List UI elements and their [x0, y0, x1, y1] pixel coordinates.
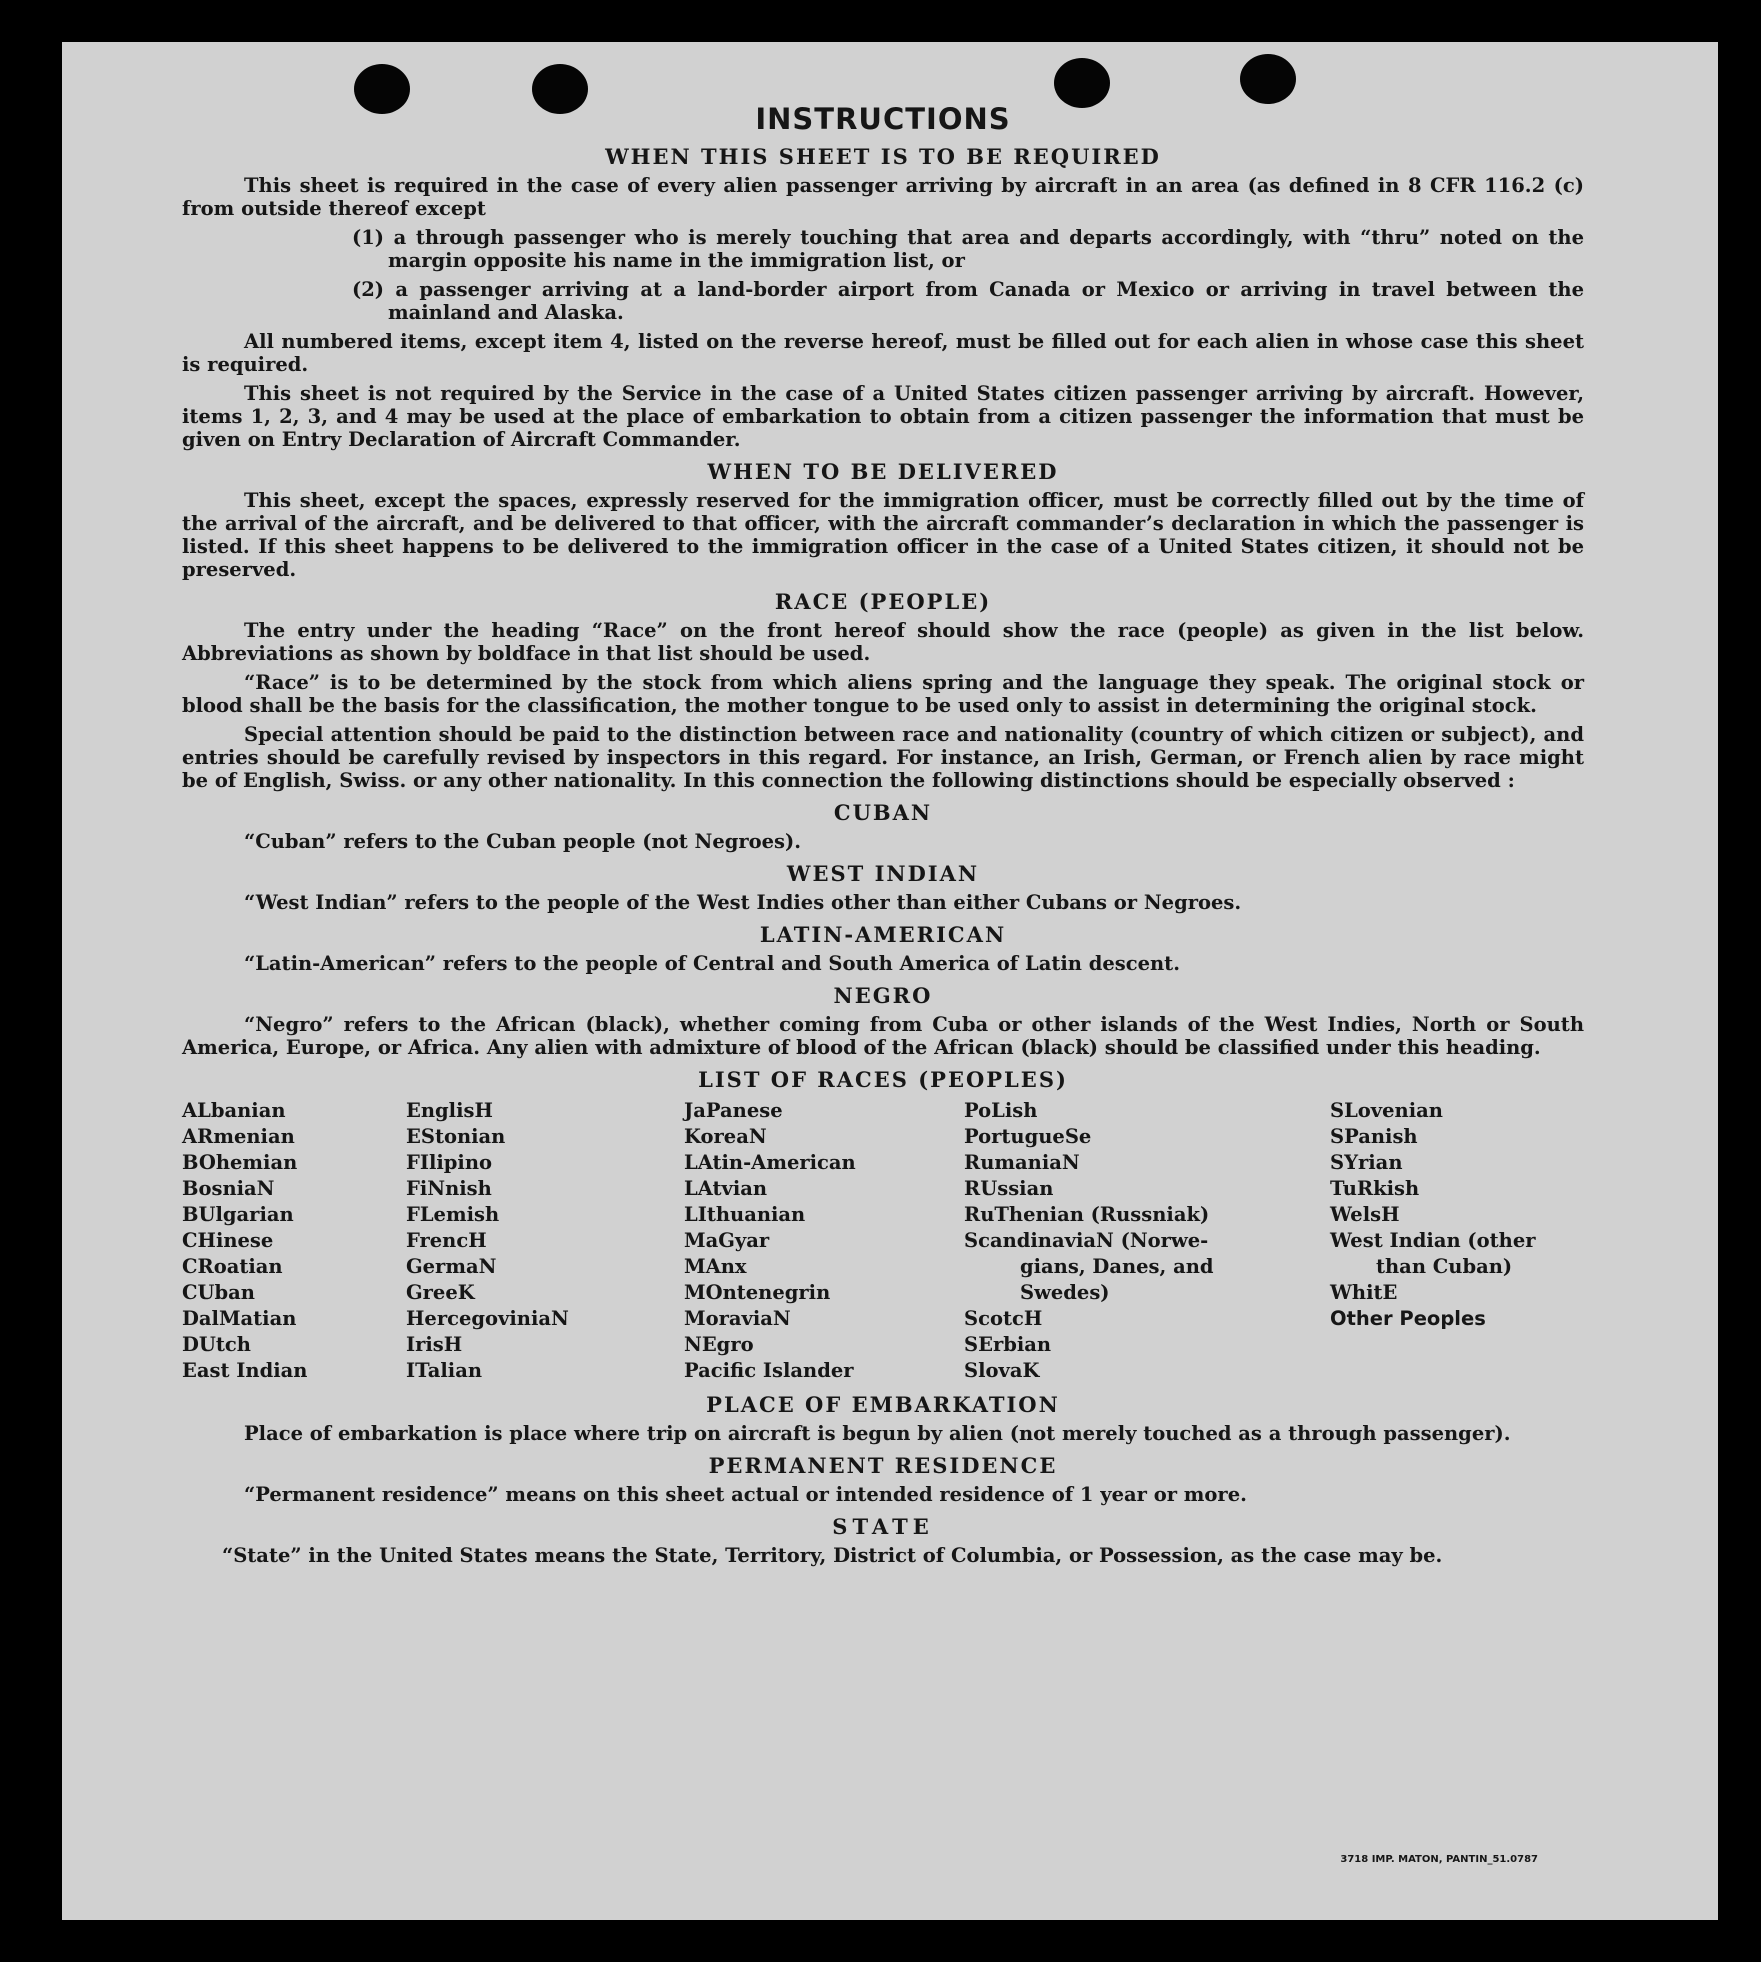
document-body — [182, 102, 1584, 1571]
race-entry: FiNnish — [406, 1177, 492, 1200]
document-sheet — [62, 42, 1718, 1920]
race-entry: Other Peoples — [1330, 1307, 1486, 1330]
race-entry: SYrian — [1330, 1151, 1403, 1174]
page-title: INSTRUCTIONS — [755, 102, 1011, 136]
race-entry: GreeK — [406, 1281, 475, 1304]
paragraph: “Negro” refers to the African (black), whether coming from Cuba or other islands of the West Indies, North or South America, Europe, or Africa. Any alien with admixture of blood of the African (black) should be classified under this heading. — [182, 1013, 1584, 1059]
paragraph: Special attention should be paid to the distinction between race and nationality (country of which citizen or subject), and entries should be carefully revised by inspectors in this regard. For instance, an Irish, German, or French alien by race might be of English, Swiss. or any other nationality. In this connection the following distinctions should be especially observed : — [182, 723, 1584, 792]
race-entry: FrencH — [406, 1229, 487, 1252]
paragraph: This sheet, except the spaces, expressly reserved for the immigration officer, must be correctly filled out by the time of the arrival of the aircraft, and be delivered to that officer, with the aircraft commander’s declaration in which the passenger is listed. If this sheet happens to be delivered to the immigration officer in the case of a United States citizen, it should not be preserved. — [182, 489, 1584, 581]
race-entry: JaPanese — [684, 1099, 783, 1122]
race-entry: WhitE — [1330, 1281, 1398, 1304]
races-column-5 — [1330, 1098, 1580, 1384]
race-entry: ALbanian — [182, 1099, 286, 1122]
section-heading-race: RACE (PEOPLE) — [774, 589, 992, 614]
race-entry: SPanish — [1330, 1125, 1418, 1148]
definition-text: “West Indian” refers to the people of the West Indies other than either Cubans or Negroes. — [244, 891, 1242, 914]
definition-text: “Latin-American” refers to the people of Central and South America of Latin descent. — [244, 952, 1180, 975]
race-entry: DUtch — [182, 1333, 251, 1356]
race-entry: EnglisH — [406, 1099, 493, 1122]
race-entry: MAnx — [684, 1255, 747, 1278]
paragraph: This sheet is required in the case of every alien passenger arriving by aircraft in an area (as defined in 8 CFR 116.2 (c) from outside thereof except — [182, 174, 1584, 220]
race-entry: CUban — [182, 1281, 255, 1304]
exception-item: (2) a passenger arriving at a land-border airport from Canada or Mexico or arriving in travel between the mainland and Alaska. — [352, 278, 1584, 324]
paragraph: Place of embarkation is place where trip on aircraft is begun by alien (not merely touched as a through passenger). — [244, 1422, 1511, 1445]
race-entry: IrisH — [406, 1333, 463, 1356]
race-entry: KoreaN — [684, 1125, 767, 1148]
race-entry: PoLish — [964, 1099, 1038, 1122]
race-entry: FIlipino — [406, 1151, 493, 1174]
section-heading-delivered: WHEN TO BE DELIVERED — [707, 459, 1059, 484]
section-heading-list-of-races: LIST OF RACES (PEOPLES) — [698, 1067, 1068, 1092]
section-heading-permanent-residence: PERMANENT RESIDENCE — [708, 1453, 1058, 1478]
race-entry: CHinese — [182, 1229, 274, 1252]
race-entry: FLemish — [406, 1203, 500, 1226]
race-entry: RuThenian (Russniak) — [964, 1203, 1210, 1226]
race-entry: ITalian — [406, 1359, 483, 1382]
race-entry: NEgro — [684, 1333, 754, 1356]
section-heading-cuban: CUBAN — [833, 800, 933, 825]
printer-code: 3718 IMP. MATON, PANTIN_51.0787 — [1340, 1854, 1538, 1865]
race-entry: PortugueSe — [964, 1125, 1092, 1148]
races-column-2 — [406, 1098, 684, 1384]
section-heading-state: STATE — [832, 1514, 934, 1539]
race-entry: DalMatian — [182, 1307, 297, 1330]
race-entry: ARmenian — [182, 1125, 295, 1148]
race-entry: BosniaN — [182, 1177, 275, 1200]
race-entry: MaGyar — [684, 1229, 770, 1252]
section-heading-required: WHEN THIS SHEET IS TO BE REQUIRED — [605, 144, 1161, 169]
race-entry: CRoatian — [182, 1255, 283, 1278]
race-entry: RumaniaN — [964, 1151, 1080, 1174]
race-entry: BOhemian — [182, 1151, 298, 1174]
race-entry: Pacific Islander — [684, 1359, 854, 1382]
race-entry: EStonian — [406, 1125, 506, 1148]
race-entry: BUlgarian — [182, 1203, 294, 1226]
races-column-4 — [964, 1098, 1330, 1384]
race-entry-continued: than Cuban) — [1376, 1255, 1513, 1278]
race-entry: LAtvian — [684, 1177, 768, 1200]
punch-hole — [1240, 54, 1296, 104]
paragraph: The entry under the heading “Race” on the front hereof should show the race (people) as given in the list below. Abbreviations as shown by boldface in that list should be used. — [182, 619, 1584, 665]
punch-hole — [1054, 58, 1110, 108]
section-heading-embarkation: PLACE OF EMBARKATION — [706, 1392, 1060, 1417]
race-entry: ScotcH — [964, 1307, 1043, 1330]
race-entry: RUssian — [964, 1177, 1054, 1200]
section-heading-negro: NEGRO — [833, 983, 933, 1008]
paragraph: This sheet is not required by the Service in the case of a United States citizen passenger arriving by aircraft. However, items 1, 2, 3, and 4 may be used at the place of embarkation to obtain from a citizen passenger the information that must be given on Entry Declaration of Aircraft Commander. — [182, 382, 1584, 451]
paragraph: All numbered items, except item 4, listed on the reverse hereof, must be filled out for each alien in whose case this sheet is required. — [182, 330, 1584, 376]
races-column-3 — [684, 1098, 964, 1384]
race-entry: WelsH — [1330, 1203, 1400, 1226]
paragraph: “Race” is to be determined by the stock from which aliens spring and the language they speak. The original stock or blood shall be the basis for the classification, the mother tongue to be used only to assist in determining the original stock. — [182, 671, 1584, 717]
race-entry: East Indian — [182, 1359, 308, 1382]
races-column-1 — [182, 1098, 406, 1384]
race-entry: HercegoviniaN — [406, 1307, 569, 1330]
race-entry: LAtin-American — [684, 1151, 856, 1174]
exception-item: (1) a through passenger who is merely touching that area and departs accordingly, with “thru” noted on the margin opposite his name in the immigration list, or — [352, 226, 1584, 272]
race-entry: ScandinaviaN (Norwe- — [964, 1229, 1209, 1252]
race-entry: MoraviaN — [684, 1307, 791, 1330]
race-entry: LIthuanian — [684, 1203, 806, 1226]
race-entry: SLovenian — [1330, 1099, 1443, 1122]
race-entry: MOntenegrin — [684, 1281, 831, 1304]
race-entry-continued: Swedes) — [1020, 1281, 1110, 1304]
race-entry-continued: gians, Danes, and — [1020, 1255, 1214, 1278]
race-entry: SlovaK — [964, 1359, 1040, 1382]
definition-text: “Cuban” refers to the Cuban people (not Negroes). — [244, 830, 802, 853]
definition-text: “Permanent residence” means on this sheet actual or intended residence of 1 year or more. — [244, 1483, 1247, 1506]
section-heading-latin-american: LATIN-AMERICAN — [759, 922, 1007, 947]
race-entry: West Indian (other — [1330, 1229, 1536, 1252]
race-entry: GermaN — [406, 1255, 497, 1278]
races-list — [182, 1098, 1584, 1384]
race-entry: SErbian — [964, 1333, 1052, 1356]
section-heading-west-indian: WEST INDIAN — [786, 861, 980, 886]
definition-text: “State” in the United States means the State, Territory, District of Columbia, or Possession, as the case may be. — [222, 1544, 1443, 1567]
race-entry: TuRkish — [1330, 1177, 1420, 1200]
